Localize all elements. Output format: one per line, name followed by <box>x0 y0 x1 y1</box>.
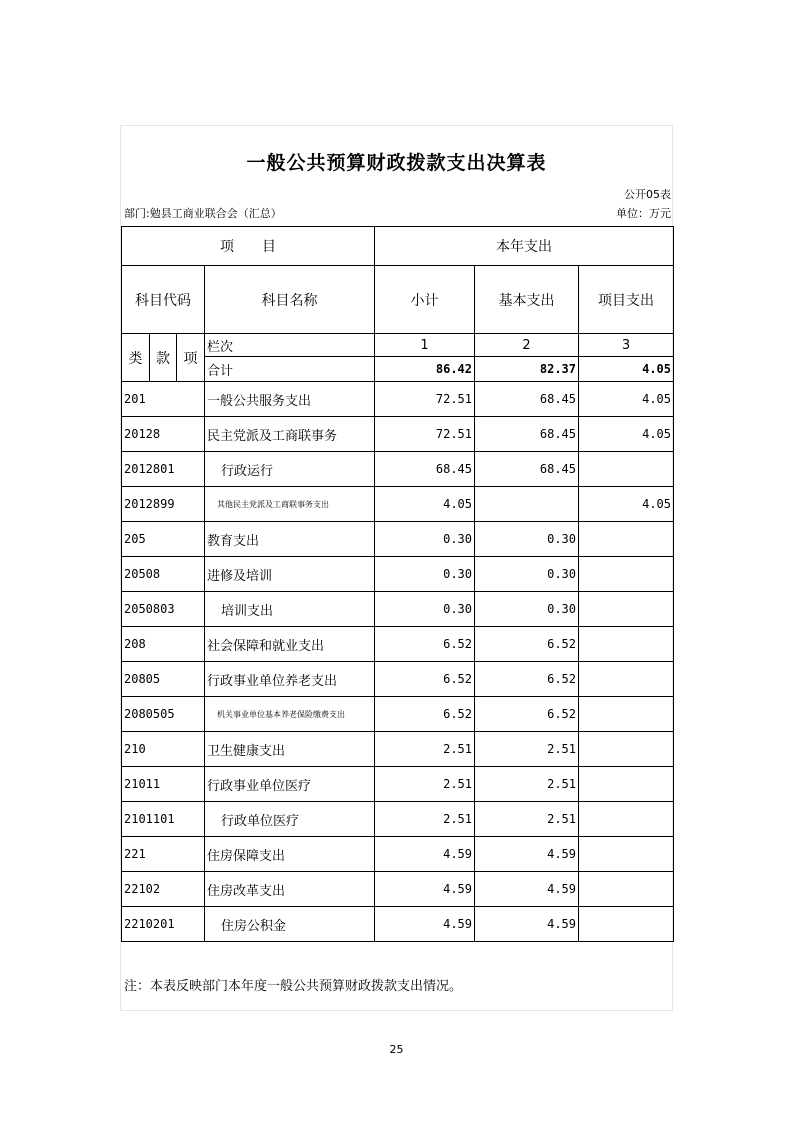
table-row <box>122 767 674 802</box>
basic-cell: 68.45 <box>475 452 579 487</box>
project-cell <box>579 627 674 662</box>
subtotal-cell: 4.59 <box>375 907 475 942</box>
project-cell <box>579 907 674 942</box>
subject-code-cell: 201 <box>122 382 205 417</box>
subject-code-cell: 210 <box>122 732 205 767</box>
project-cell <box>579 592 674 627</box>
subject-name-cell: 教育支出 <box>205 522 375 557</box>
header-kuan: 款 <box>150 334 177 382</box>
project-cell <box>579 452 674 487</box>
subject-name-cell: 社会保障和就业支出 <box>205 627 375 662</box>
basic-cell: 4.59 <box>475 837 579 872</box>
basic-cell: 2.51 <box>475 802 579 837</box>
basic-cell: 6.52 <box>475 627 579 662</box>
total-basic: 82.37 <box>475 357 579 382</box>
subtotal-cell: 4.59 <box>375 872 475 907</box>
table-row <box>122 697 674 732</box>
subject-code-cell: 2050803 <box>122 592 205 627</box>
header-col1: 1 <box>375 334 475 357</box>
subject-name-cell: 机关事业单位基本养老保险缴费支出 <box>205 697 375 732</box>
subtotal-cell: 6.52 <box>375 697 475 732</box>
subtotal-cell: 2.51 <box>375 802 475 837</box>
basic-cell: 0.30 <box>475 592 579 627</box>
table-row <box>122 907 674 942</box>
header-row-lanci <box>122 334 674 357</box>
basic-cell: 6.52 <box>475 662 579 697</box>
subject-code-cell: 20128 <box>122 417 205 452</box>
table-row <box>122 627 674 662</box>
header-col3: 3 <box>579 334 674 357</box>
subtotal-cell: 2.51 <box>375 767 475 802</box>
basic-cell: 0.30 <box>475 522 579 557</box>
subject-name-cell: 一般公共服务支出 <box>205 382 375 417</box>
project-cell <box>579 522 674 557</box>
basic-cell: 4.59 <box>475 872 579 907</box>
project-cell <box>579 732 674 767</box>
page-title: 一般公共预算财政拨款支出决算表 <box>246 152 547 174</box>
total-project: 4.05 <box>579 357 674 382</box>
subject-code-cell: 2012899 <box>122 487 205 522</box>
table-row <box>122 417 674 452</box>
subtotal-cell: 72.51 <box>375 382 475 417</box>
project-cell: 4.05 <box>579 487 674 522</box>
subject-code-cell: 20805 <box>122 662 205 697</box>
subtotal-cell: 6.52 <box>375 627 475 662</box>
table-row <box>122 557 674 592</box>
header-annual-spending: 本年支出 <box>375 227 674 266</box>
project-cell <box>579 872 674 907</box>
subject-name-cell: 住房公积金 <box>205 907 375 942</box>
table-row <box>122 522 674 557</box>
page-number: 25 <box>389 1043 404 1056</box>
header-col2: 2 <box>475 334 579 357</box>
table-note: 注：本表反映部门本年度一般公共预算财政拨款支出情况。 <box>124 979 463 994</box>
project-cell <box>579 662 674 697</box>
subtotal-cell: 68.45 <box>375 452 475 487</box>
basic-cell: 68.45 <box>475 417 579 452</box>
table-row <box>122 872 674 907</box>
total-subtotal: 86.42 <box>375 357 475 382</box>
subject-code-cell: 2012801 <box>122 452 205 487</box>
subject-code-cell: 21011 <box>122 767 205 802</box>
subject-name-cell: 行政事业单位养老支出 <box>205 662 375 697</box>
subject-code-cell: 2210201 <box>122 907 205 942</box>
header-row-1 <box>122 227 674 266</box>
subject-name-cell: 住房改革支出 <box>205 872 375 907</box>
subject-name-cell: 卫生健康支出 <box>205 732 375 767</box>
total-row <box>122 357 674 382</box>
table-row <box>122 487 674 522</box>
project-cell: 4.05 <box>579 382 674 417</box>
project-cell <box>579 802 674 837</box>
project-cell: 4.05 <box>579 417 674 452</box>
subtotal-cell: 72.51 <box>375 417 475 452</box>
header-row-2 <box>122 266 674 334</box>
subject-code-cell: 20508 <box>122 557 205 592</box>
table-row <box>122 592 674 627</box>
basic-cell: 2.51 <box>475 767 579 802</box>
basic-cell: 6.52 <box>475 697 579 732</box>
total-label: 合计 <box>205 357 375 382</box>
subject-name-cell: 行政事业单位医疗 <box>205 767 375 802</box>
subject-name-cell: 进修及培训 <box>205 557 375 592</box>
basic-cell <box>475 487 579 522</box>
header-subject-name: 科目名称 <box>205 266 375 334</box>
table-row <box>122 452 674 487</box>
header-subject-code: 科目代码 <box>122 266 205 334</box>
basic-cell: 0.30 <box>475 557 579 592</box>
table-row <box>122 732 674 767</box>
subtotal-cell: 4.05 <box>375 487 475 522</box>
table-row <box>122 802 674 837</box>
subtotal-cell: 6.52 <box>375 662 475 697</box>
basic-cell: 4.59 <box>475 907 579 942</box>
subject-code-cell: 208 <box>122 627 205 662</box>
header-lei: 类 <box>122 334 150 382</box>
subject-code-cell: 2101101 <box>122 802 205 837</box>
subtotal-cell: 0.30 <box>375 592 475 627</box>
basic-cell: 2.51 <box>475 732 579 767</box>
department-label: 部门:勉县工商业联合会（汇总） <box>124 207 282 220</box>
form-number: 公开05表 <box>624 188 671 201</box>
subject-name-cell: 其他民主党派及工商联事务支出 <box>205 487 375 522</box>
table-row <box>122 662 674 697</box>
unit-label: 单位：万元 <box>616 207 671 220</box>
subject-code-cell: 2080505 <box>122 697 205 732</box>
header-project-spending: 项目支出 <box>579 266 674 334</box>
subject-code-cell: 22102 <box>122 872 205 907</box>
budget-table <box>121 226 674 942</box>
header-subtotal: 小计 <box>375 266 475 334</box>
project-cell <box>579 767 674 802</box>
header-xiang: 项 <box>177 334 205 382</box>
subject-name-cell: 民主党派及工商联事务 <box>205 417 375 452</box>
subject-code-cell: 221 <box>122 837 205 872</box>
project-cell <box>579 557 674 592</box>
header-lanci: 栏次 <box>205 334 375 357</box>
project-cell <box>579 697 674 732</box>
table-row <box>122 837 674 872</box>
subject-name-cell: 住房保障支出 <box>205 837 375 872</box>
subject-name-cell: 行政单位医疗 <box>205 802 375 837</box>
table-row <box>122 382 674 417</box>
header-basic: 基本支出 <box>475 266 579 334</box>
subtotal-cell: 0.30 <box>375 557 475 592</box>
basic-cell: 68.45 <box>475 382 579 417</box>
header-project: 项 目 <box>122 227 375 266</box>
subject-code-cell: 205 <box>122 522 205 557</box>
subtotal-cell: 2.51 <box>375 732 475 767</box>
subtotal-cell: 0.30 <box>375 522 475 557</box>
subject-name-cell: 行政运行 <box>205 452 375 487</box>
project-cell <box>579 837 674 872</box>
subtotal-cell: 4.59 <box>375 837 475 872</box>
subject-name-cell: 培训支出 <box>205 592 375 627</box>
